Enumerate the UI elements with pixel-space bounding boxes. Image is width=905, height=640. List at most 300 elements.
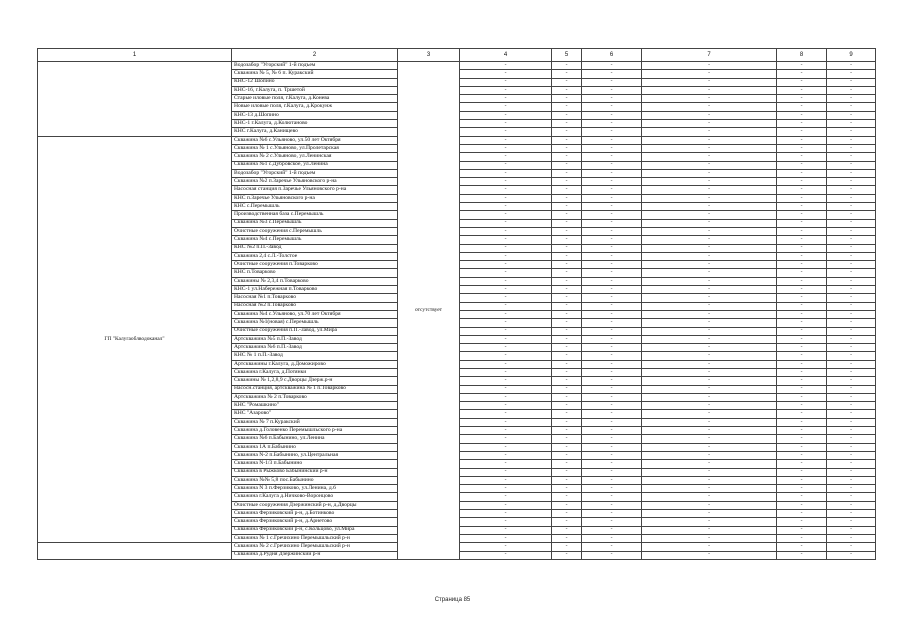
cell-dash-col6: - — [582, 136, 642, 144]
cell-dash-col7: - — [642, 136, 777, 144]
cell-dash-col9: - — [827, 543, 876, 551]
facility-name: Очистные сооружения Дзержинский р-н, д.Дворцы — [232, 501, 398, 509]
cell-dash-col7: - — [642, 111, 777, 119]
cell-dash-col7: - — [642, 70, 777, 78]
cell-dash-col9: - — [827, 526, 876, 534]
cell-dash-col8: - — [777, 501, 827, 509]
cell-dash-col9: - — [827, 368, 876, 376]
facility-name: Артскважина №6 п.П.-Завод — [232, 344, 398, 352]
cell-dash-col9: - — [827, 327, 876, 335]
cell-dash-col4: - — [460, 136, 552, 144]
cell-dash-col5: - — [552, 393, 582, 401]
cell-dash-col5: - — [552, 70, 582, 78]
cell-dash-col7: - — [642, 186, 777, 194]
header-row — [38, 49, 876, 62]
cell-dash-col4: - — [460, 244, 552, 252]
facility-name: Старые иловые поля, г.Калуга, д.Конева — [232, 95, 398, 103]
cell-dash-col4: - — [460, 443, 552, 451]
cell-dash-col4: - — [460, 310, 552, 318]
cell-dash-col4: - — [460, 128, 552, 136]
cell-dash-col5: - — [552, 427, 582, 435]
cell-dash-col4: - — [460, 169, 552, 177]
cell-dash-col6: - — [582, 335, 642, 343]
cell-dash-col9: - — [827, 236, 876, 244]
cell-dash-col4: - — [460, 385, 552, 393]
facility-name: КНС п.Заречье Ульяновского р-на — [232, 194, 398, 202]
cell-dash-col8: - — [777, 219, 827, 227]
cell-dash-col8: - — [777, 227, 827, 235]
cell-dash-col4: - — [460, 86, 552, 94]
cell-dash-col9: - — [827, 219, 876, 227]
cell-dash-col9: - — [827, 510, 876, 518]
cell-dash-col4: - — [460, 468, 552, 476]
cell-dash-col8: - — [777, 534, 827, 542]
cell-dash-col8: - — [777, 510, 827, 518]
cell-dash-col5: - — [552, 534, 582, 542]
cell-dash-col6: - — [582, 310, 642, 318]
cell-dash-col6: - — [582, 319, 642, 327]
cell-dash-col7: - — [642, 211, 777, 219]
cell-dash-col5: - — [552, 277, 582, 285]
cell-dash-col4: - — [460, 418, 552, 426]
cell-dash-col9: - — [827, 501, 876, 509]
cell-dash-col5: - — [552, 153, 582, 161]
col-header-8: 8 — [777, 49, 827, 62]
cell-dash-col7: - — [642, 543, 777, 551]
cell-dash-col8: - — [777, 277, 827, 285]
cell-dash-col9: - — [827, 128, 876, 136]
cell-dash-col5: - — [552, 269, 582, 277]
col-header-9: 9 — [827, 49, 876, 62]
cell-dash-col9: - — [827, 352, 876, 360]
cell-dash-col7: - — [642, 286, 777, 294]
cell-dash-col9: - — [827, 460, 876, 468]
cell-dash-col6: - — [582, 377, 642, 385]
cell-dash-col4: - — [460, 219, 552, 227]
data-table — [37, 48, 876, 560]
cell-dash-col5: - — [552, 543, 582, 551]
cell-dash-col5: - — [552, 319, 582, 327]
facility-name: Скважина № 5, № 6 п. Куракский — [232, 70, 398, 78]
cell-dash-col8: - — [777, 468, 827, 476]
cell-dash-col9: - — [827, 294, 876, 302]
cell-dash-col5: - — [552, 128, 582, 136]
facility-name: КНС-12 Шопино — [232, 78, 398, 86]
cell-dash-col7: - — [642, 460, 777, 468]
cell-dash-col4: - — [460, 120, 552, 128]
col-header-7: 7 — [642, 49, 777, 62]
cell-dash-col9: - — [827, 451, 876, 459]
facility-name: КНС "Ромашкино" — [232, 402, 398, 410]
cell-dash-col8: - — [777, 435, 827, 443]
cell-dash-col9: - — [827, 252, 876, 260]
cell-dash-col7: - — [642, 418, 777, 426]
cell-dash-col7: - — [642, 194, 777, 202]
cell-dash-col7: - — [642, 236, 777, 244]
cell-dash-col6: - — [582, 203, 642, 211]
cell-dash-col5: - — [552, 493, 582, 501]
cell-dash-col7: - — [642, 534, 777, 542]
cell-dash-col8: - — [777, 186, 827, 194]
cell-dash-col4: - — [460, 269, 552, 277]
cell-dash-col9: - — [827, 385, 876, 393]
facility-name: Артскважина № 2 п.Товарково — [232, 393, 398, 401]
cell-dash-col6: - — [582, 543, 642, 551]
cell-dash-col8: - — [777, 385, 827, 393]
cell-dash-col9: - — [827, 344, 876, 352]
cell-dash-col7: - — [642, 78, 777, 86]
cell-dash-col5: - — [552, 435, 582, 443]
cell-dash-col9: - — [827, 194, 876, 202]
facility-name: Очистные сооружения п.П.-Завод, ул.Мира — [232, 327, 398, 335]
cell-dash-col4: - — [460, 360, 552, 368]
facility-name: Скважины № 1,2,8,9 с.Дворцы Дзерж.р-н — [232, 377, 398, 385]
cell-dash-col4: - — [460, 551, 552, 559]
cell-dash-col8: - — [777, 518, 827, 526]
cell-dash-col6: - — [582, 360, 642, 368]
cell-dash-col7: - — [642, 161, 777, 169]
cell-dash-col5: - — [552, 352, 582, 360]
cell-dash-col8: - — [777, 476, 827, 484]
cell-dash-col4: - — [460, 302, 552, 310]
cell-dash-col6: - — [582, 551, 642, 559]
cell-dash-col6: - — [582, 227, 642, 235]
cell-dash-col5: - — [552, 95, 582, 103]
cell-dash-col5: - — [552, 120, 582, 128]
cell-dash-col7: - — [642, 219, 777, 227]
cell-dash-col4: - — [460, 518, 552, 526]
cell-dash-col5: - — [552, 302, 582, 310]
col-header-3: 3 — [398, 49, 460, 62]
cell-dash-col4: - — [460, 261, 552, 269]
cell-dash-col6: - — [582, 120, 642, 128]
cell-dash-col4: - — [460, 344, 552, 352]
cell-dash-col7: - — [642, 377, 777, 385]
cell-dash-col4: - — [460, 476, 552, 484]
facility-name: Водозабор "Угорский" 1-й подъем — [232, 62, 398, 70]
cell-dash-col4: - — [460, 543, 552, 551]
cell-dash-col6: - — [582, 244, 642, 252]
facility-name: Скважина №6 п.Бабынино, ул.Ленина — [232, 435, 398, 443]
facility-name: Новые иловые поля, г.Калуга, д.Крокунж — [232, 103, 398, 111]
cell-dash-col9: - — [827, 377, 876, 385]
cell-dash-col7: - — [642, 435, 777, 443]
facility-name: Скважина д.Головенко Перемышльского р-на — [232, 427, 398, 435]
cell-dash-col6: - — [582, 493, 642, 501]
cell-dash-col9: - — [827, 435, 876, 443]
cell-dash-col5: - — [552, 219, 582, 227]
cell-dash-col6: - — [582, 534, 642, 542]
cell-dash-col7: - — [642, 310, 777, 318]
cell-dash-col5: - — [552, 360, 582, 368]
cell-dash-col6: - — [582, 526, 642, 534]
cell-dash-col6: - — [582, 95, 642, 103]
cell-dash-col6: - — [582, 393, 642, 401]
facility-name: КНС-1 ул.Набережная п.Товарково — [232, 286, 398, 294]
cell-dash-col9: - — [827, 302, 876, 310]
cell-dash-col9: - — [827, 518, 876, 526]
cell-dash-col7: - — [642, 178, 777, 186]
cell-dash-col6: - — [582, 410, 642, 418]
cell-dash-col7: - — [642, 252, 777, 260]
cell-dash-col7: - — [642, 551, 777, 559]
facility-name: Скважина № 1 с.Ульяново, ул.Пролетарская — [232, 144, 398, 152]
cell-dash-col4: - — [460, 510, 552, 518]
cell-dash-col8: - — [777, 269, 827, 277]
facility-name: Скважина №4 с.Перемышль — [232, 236, 398, 244]
cell-dash-col5: - — [552, 227, 582, 235]
cell-dash-col4: - — [460, 286, 552, 294]
cell-dash-col8: - — [777, 327, 827, 335]
cell-dash-col5: - — [552, 136, 582, 144]
cell-dash-col7: - — [642, 352, 777, 360]
cell-dash-col8: - — [777, 402, 827, 410]
org-cell-empty — [38, 62, 232, 137]
cell-dash-col6: - — [582, 352, 642, 360]
facility-name: Производственная база с.Перемышль — [232, 211, 398, 219]
cell-dash-col4: - — [460, 95, 552, 103]
cell-dash-col6: - — [582, 169, 642, 177]
cell-dash-col9: - — [827, 277, 876, 285]
cell-dash-col5: - — [552, 203, 582, 211]
cell-dash-col5: - — [552, 327, 582, 335]
cell-dash-col6: - — [582, 153, 642, 161]
cell-dash-col7: - — [642, 120, 777, 128]
cell-dash-col9: - — [827, 161, 876, 169]
cell-dash-col5: - — [552, 261, 582, 269]
cell-dash-col8: - — [777, 128, 827, 136]
cell-dash-col9: - — [827, 360, 876, 368]
facility-name: Насосная №1 п.Товарково — [232, 294, 398, 302]
cell-dash-col8: - — [777, 319, 827, 327]
col-header-2: 2 — [232, 49, 398, 62]
cell-dash-col8: - — [777, 360, 827, 368]
cell-dash-col4: - — [460, 460, 552, 468]
cell-dash-col6: - — [582, 70, 642, 78]
cell-dash-col9: - — [827, 410, 876, 418]
facility-name: Скважина № 2 с.Ульяново, ул.Ленинская — [232, 153, 398, 161]
cell-dash-col6: - — [582, 460, 642, 468]
cell-dash-col7: - — [642, 203, 777, 211]
cell-dash-col5: - — [552, 468, 582, 476]
cell-dash-col5: - — [552, 476, 582, 484]
facility-name: Скважина №1(новая) с.Перемышль — [232, 319, 398, 327]
cell-dash-col5: - — [552, 410, 582, 418]
cell-dash-col5: - — [552, 194, 582, 202]
cell-dash-col6: - — [582, 468, 642, 476]
cell-dash-col8: - — [777, 352, 827, 360]
cell-dash-col5: - — [552, 62, 582, 70]
cell-dash-col4: - — [460, 327, 552, 335]
facility-name: КНС п.Товарково — [232, 269, 398, 277]
cell-dash-col7: - — [642, 493, 777, 501]
cell-dash-col6: - — [582, 178, 642, 186]
cell-dash-col7: - — [642, 86, 777, 94]
cell-dash-col5: - — [552, 518, 582, 526]
cell-dash-col7: - — [642, 153, 777, 161]
cell-dash-col9: - — [827, 319, 876, 327]
cell-dash-col8: - — [777, 111, 827, 119]
cell-dash-col5: - — [552, 103, 582, 111]
cell-dash-col8: - — [777, 103, 827, 111]
cell-dash-col7: - — [642, 485, 777, 493]
cell-dash-col5: - — [552, 169, 582, 177]
cell-dash-col6: - — [582, 78, 642, 86]
cell-dash-col6: - — [582, 427, 642, 435]
cell-dash-col9: - — [827, 203, 876, 211]
cell-dash-col4: - — [460, 534, 552, 542]
cell-dash-col6: - — [582, 302, 642, 310]
cell-dash-col8: - — [777, 460, 827, 468]
cell-dash-col9: - — [827, 86, 876, 94]
cell-dash-col4: - — [460, 227, 552, 235]
facility-name: КНС №2 п.П.-Завод — [232, 244, 398, 252]
cell-dash-col7: - — [642, 393, 777, 401]
cell-dash-col4: - — [460, 410, 552, 418]
cell-dash-col6: - — [582, 269, 642, 277]
cell-dash-col8: - — [777, 178, 827, 186]
cell-dash-col6: - — [582, 186, 642, 194]
cell-dash-col9: - — [827, 62, 876, 70]
cell-dash-col5: - — [552, 211, 582, 219]
cell-dash-col4: - — [460, 435, 552, 443]
cell-dash-col8: - — [777, 169, 827, 177]
cell-dash-col4: - — [460, 186, 552, 194]
facility-name: Скважина №1 с.Дубровское, ул.Ленина — [232, 161, 398, 169]
cell-dash-col4: - — [460, 526, 552, 534]
cell-dash-col8: - — [777, 144, 827, 152]
cell-dash-col8: - — [777, 368, 827, 376]
cell-dash-col7: - — [642, 344, 777, 352]
cell-dash-col9: - — [827, 418, 876, 426]
facility-name: Очистные сооружения п.Товарково — [232, 261, 398, 269]
cell-dash-col8: - — [777, 551, 827, 559]
cell-dash-col7: - — [642, 103, 777, 111]
cell-dash-col4: - — [460, 451, 552, 459]
cell-dash-col4: - — [460, 236, 552, 244]
cell-dash-col8: - — [777, 427, 827, 435]
cell-dash-col8: - — [777, 236, 827, 244]
cell-dash-col6: - — [582, 62, 642, 70]
facility-name: Водозабор "Угорский" 1-й подъем — [232, 169, 398, 177]
cell-dash-col6: - — [582, 443, 642, 451]
cell-dash-col8: - — [777, 418, 827, 426]
table-row — [38, 62, 876, 70]
cell-dash-col7: - — [642, 144, 777, 152]
cell-dash-col6: - — [582, 128, 642, 136]
cell-dash-col8: - — [777, 335, 827, 343]
cell-dash-col5: - — [552, 294, 582, 302]
cell-dash-col7: - — [642, 169, 777, 177]
cell-dash-col9: - — [827, 493, 876, 501]
facility-name: Скважина №3 с.Перемышль — [232, 219, 398, 227]
cell-dash-col5: - — [552, 111, 582, 119]
cell-dash-col4: - — [460, 194, 552, 202]
cell-dash-col8: - — [777, 161, 827, 169]
cell-dash-col8: - — [777, 310, 827, 318]
cell-dash-col6: - — [582, 501, 642, 509]
cell-dash-col6: - — [582, 219, 642, 227]
cell-dash-col8: - — [777, 62, 827, 70]
cell-dash-col4: - — [460, 335, 552, 343]
facility-name: Скважина N-2 п.Бабынино, ул.Центральная — [232, 451, 398, 459]
cell-dash-col7: - — [642, 476, 777, 484]
cell-dash-col7: - — [642, 368, 777, 376]
cell-dash-col7: - — [642, 510, 777, 518]
cell-dash-col7: - — [642, 402, 777, 410]
cell-dash-col9: - — [827, 95, 876, 103]
cell-dash-col5: - — [552, 78, 582, 86]
facility-name: Скважина N 3 п.Ферзиково, ул.Ленина, д.6 — [232, 485, 398, 493]
cell-dash-col4: - — [460, 377, 552, 385]
cell-dash-col5: - — [552, 385, 582, 393]
cell-dash-col9: - — [827, 178, 876, 186]
cell-dash-col6: - — [582, 103, 642, 111]
page-number: Страница 85 — [434, 597, 471, 603]
cell-dash-col6: - — [582, 211, 642, 219]
cell-dash-col5: - — [552, 335, 582, 343]
cell-dash-col6: - — [582, 518, 642, 526]
cell-dash-col4: - — [460, 78, 552, 86]
cell-dash-col9: - — [827, 269, 876, 277]
cell-dash-col5: - — [552, 501, 582, 509]
cell-dash-col8: - — [777, 451, 827, 459]
cell-dash-col4: - — [460, 62, 552, 70]
cell-dash-col6: - — [582, 385, 642, 393]
cell-dash-col6: - — [582, 236, 642, 244]
cell-dash-col5: - — [552, 144, 582, 152]
cell-dash-col8: - — [777, 211, 827, 219]
cell-dash-col7: - — [642, 277, 777, 285]
cell-dash-col7: - — [642, 319, 777, 327]
cell-dash-col4: - — [460, 501, 552, 509]
cell-dash-col4: - — [460, 368, 552, 376]
cell-dash-col6: - — [582, 286, 642, 294]
cell-dash-col8: - — [777, 410, 827, 418]
facility-name: Скважина г.Калуга д.Ничково-Воронцово — [232, 493, 398, 501]
facility-name: Насосная станция п.Заречье Ульяновского р-на — [232, 186, 398, 194]
cell-dash-col7: - — [642, 451, 777, 459]
cell-dash-col6: - — [582, 294, 642, 302]
cell-dash-col5: - — [552, 310, 582, 318]
cell-dash-col7: - — [642, 62, 777, 70]
facility-name: КНС-16, г.Калуга, п. Тршетой — [232, 86, 398, 94]
cell-dash-col4: - — [460, 485, 552, 493]
facility-name: Очистные сооружения с.Перемышль — [232, 227, 398, 235]
cell-dash-col7: - — [642, 294, 777, 302]
col-header-6: 6 — [582, 49, 642, 62]
cell-dash-col8: - — [777, 344, 827, 352]
cell-dash-col8: - — [777, 70, 827, 78]
cell-dash-col4: - — [460, 294, 552, 302]
cell-dash-col7: - — [642, 468, 777, 476]
cell-dash-col9: - — [827, 393, 876, 401]
organization-name: ГП "Калугаоблводоканал" — [38, 136, 232, 543]
cell-dash-col6: - — [582, 402, 642, 410]
cell-dash-col7: - — [642, 244, 777, 252]
cell-dash-col6: - — [582, 111, 642, 119]
cell-dash-col9: - — [827, 111, 876, 119]
facility-name: КНС № 1 п.П.-Завод — [232, 352, 398, 360]
facility-name: Скважина г.Калуга, д.Потянки — [232, 368, 398, 376]
cell-dash-col6: - — [582, 368, 642, 376]
cell-dash-col4: - — [460, 211, 552, 219]
cell-dash-col8: - — [777, 377, 827, 385]
cell-dash-col7: - — [642, 302, 777, 310]
cell-dash-col8: - — [777, 286, 827, 294]
cell-dash-col9: - — [827, 144, 876, 152]
cell-dash-col8: - — [777, 120, 827, 128]
